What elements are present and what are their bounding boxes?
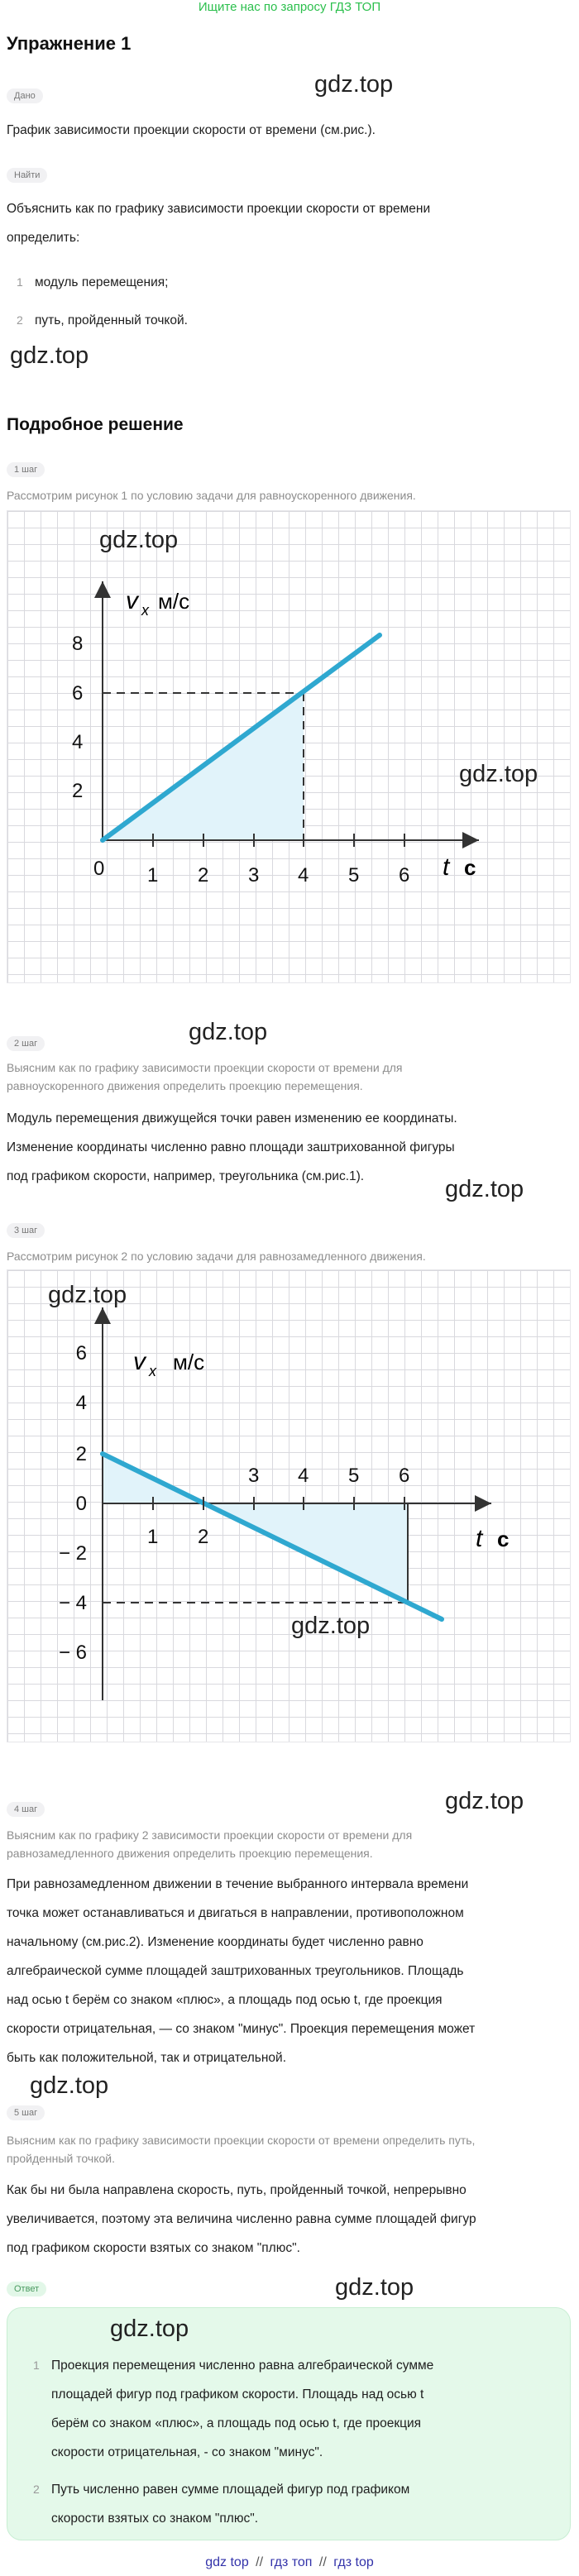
v-axis-label: v bbox=[126, 587, 138, 614]
search-banner[interactable]: Ищите нас по запросу ГДЗ ТОП bbox=[198, 0, 381, 14]
watermark: gdz.top bbox=[189, 1019, 268, 1045]
x-tick-label: 0 bbox=[93, 858, 105, 880]
watermark: gdz.top bbox=[445, 1788, 524, 1814]
x-tick-label: 5 bbox=[348, 864, 360, 887]
watermark: gdz.top bbox=[10, 342, 89, 369]
figure-2 bbox=[7, 1269, 571, 1742]
y-tick-label: 8 bbox=[72, 633, 84, 655]
answer-item-1-line-4: скорости отрицательная, - со знаком "минус". bbox=[51, 2445, 323, 2459]
y-tick-label: − 6 bbox=[58, 1642, 87, 1664]
step-5-line-1: Как бы ни была направлена скорость, путь, пройденный точкой, непрерывно bbox=[7, 2183, 467, 2197]
given-badge: Дано bbox=[7, 88, 43, 103]
step-3-text: Рассмотрим рисунок 2 по условию задачи для равнозамедленного движения. bbox=[7, 1250, 426, 1263]
watermark: gdz.top bbox=[314, 71, 394, 98]
step-4-badge: 4 шаг bbox=[7, 1801, 45, 1817]
answer-item-1-line-2: площадей фигур под графиком скорости. Площадь над осью t bbox=[51, 2387, 424, 2402]
step-5-gray-1: Выясним как по графику зависимости проекции скорости от времени определить путь, bbox=[7, 2134, 476, 2147]
step-2-line-2: Изменение координаты численно равно площади заштрихованной фигуры bbox=[7, 1140, 455, 1154]
v-axis-subscript: x bbox=[149, 1363, 156, 1379]
step-1-badge: 1 шаг bbox=[7, 461, 45, 477]
step-4-line-7: быть как положительной, так и отрицательной. bbox=[7, 2051, 287, 2065]
v-axis-unit: м/с bbox=[158, 589, 190, 614]
step-4-line-4: алгебраической сумме площадей заштрихованных треугольников. Площадь bbox=[7, 1964, 464, 1978]
step-2-gray-1: Выясним как по графику зависимости проекции скорости от времени для bbox=[7, 1061, 403, 1074]
footer-link[interactable]: gdz top bbox=[205, 2555, 249, 2569]
x-tick-label: 4 bbox=[298, 864, 309, 887]
velocity-graph-2 bbox=[7, 1270, 570, 1742]
y-tick-label: 0 bbox=[75, 1493, 87, 1515]
t-axis-label: t bbox=[443, 853, 450, 881]
step-4-line-1: При равнозамедленном движении в течение выбранного интервала времени bbox=[7, 1877, 469, 1891]
y-tick-label: − 2 bbox=[58, 1542, 87, 1565]
step-4-gray-1: Выясним как по графику 2 зависимости проекции скорости от времени для bbox=[7, 1828, 413, 1842]
t-axis-label: t bbox=[476, 1525, 483, 1552]
x-tick-label: 6 bbox=[399, 1465, 410, 1487]
step-5-line-3: под графиком скорости взятых со знаком "плюс". bbox=[7, 2241, 300, 2255]
y-tick-label: 2 bbox=[75, 1443, 87, 1465]
footer-link[interactable]: гдз top bbox=[333, 2555, 374, 2569]
step-2-badge: 2 шаг bbox=[7, 1035, 45, 1051]
t-axis-unit: с bbox=[464, 855, 476, 880]
step-5-gray-2: пройденный точкой. bbox=[7, 2152, 115, 2165]
y-tick-label: − 4 bbox=[58, 1592, 87, 1614]
step-4-line-5: над осью t берём со знаком «плюс», а площадь под осью t, где проекция bbox=[7, 1993, 443, 2007]
watermark: gdz.top bbox=[459, 761, 538, 787]
v-axis-subscript: x bbox=[141, 602, 149, 619]
watermark: gdz.top bbox=[30, 2072, 109, 2099]
watermark: gdz.top bbox=[110, 2316, 189, 2342]
v-axis-label: v bbox=[133, 1348, 146, 1375]
x-tick-label: 6 bbox=[399, 864, 410, 887]
x-tick-label: 1 bbox=[147, 864, 159, 887]
figure-1 bbox=[7, 510, 571, 983]
y-tick-label: 6 bbox=[72, 682, 84, 705]
step-4-line-3: начальному (см.рис.2). Изменение координаты будет численно равно bbox=[7, 1935, 423, 1949]
step-4-gray-2: равнозамедленного движения определить проекцию перемещения. bbox=[7, 1847, 373, 1860]
find-line-2: определить: bbox=[7, 231, 80, 245]
step-5-line-2: увеличивается, поэтому эта величина численно равна сумме площадей фигур bbox=[7, 2212, 476, 2226]
y-tick-labels bbox=[59, 1342, 87, 1664]
find-badge: Найти bbox=[7, 167, 47, 183]
x-tick-label: 3 bbox=[248, 1465, 260, 1487]
step-4-line-6: скорости отрицательная, — со знаком "минус". Проекция перемещения может bbox=[7, 2022, 476, 2036]
answer-item-2-line-2: скорости взятых со знаком "плюс". bbox=[51, 2511, 259, 2526]
watermark: gdz.top bbox=[48, 1282, 127, 1308]
find-line-1: Объяснить как по графику зависимости проекции скорости от времени bbox=[7, 202, 431, 216]
given-text: График зависимости проекции скорости от времени (см.рис.). bbox=[7, 123, 376, 137]
answer-item-1-line-1: 1 Проекция перемещения численно равна алгебраической сумме bbox=[33, 2359, 434, 2373]
x-tick-labels bbox=[93, 858, 409, 887]
v-axis-unit: м/с bbox=[173, 1350, 205, 1374]
watermark: gdz.top bbox=[335, 2274, 414, 2301]
x-tick-label: 4 bbox=[298, 1465, 309, 1487]
page-title: Упражнение 1 bbox=[7, 33, 132, 54]
find-item-2: 2 путь, пройденный точкой. bbox=[17, 313, 188, 327]
y-tick-label: 6 bbox=[75, 1342, 87, 1364]
x-tick-label: 2 bbox=[198, 864, 209, 887]
step-5-badge: 5 шаг bbox=[7, 2105, 45, 2120]
step-2-line-3: под графиком скорости, например, треугольника (см.рис.1). bbox=[7, 1169, 365, 1183]
step-2-line-1: Модуль перемещения движущейся точки равен изменению ее координаты. bbox=[7, 1111, 457, 1126]
answer-badge: Ответ bbox=[7, 2281, 46, 2296]
footer-links bbox=[0, 2555, 579, 2570]
find-item-1: 1 модуль перемещения; bbox=[17, 275, 169, 289]
y-tick-label: 4 bbox=[75, 1392, 87, 1414]
watermark: gdz.top bbox=[99, 527, 179, 553]
footer-link[interactable]: гдз топ bbox=[270, 2555, 313, 2569]
t-axis-unit: с bbox=[497, 1527, 510, 1551]
x-tick-label: 3 bbox=[248, 864, 260, 887]
answer-item-1-line-3: берём со знаком «плюс», а площадь под осью t, где проекция bbox=[51, 2416, 422, 2430]
footer-separator: // bbox=[256, 2555, 264, 2569]
x-tick-label: 1 bbox=[147, 1526, 159, 1548]
x-tick-label: 2 bbox=[198, 1526, 209, 1548]
watermark: gdz.top bbox=[291, 1613, 371, 1639]
watermark: gdz.top bbox=[445, 1176, 524, 1202]
y-tick-label: 2 bbox=[72, 780, 84, 802]
step-4-line-2: точка может останавливаться и двигаться в направлении, противоположном bbox=[7, 1906, 464, 1920]
footer-separator: // bbox=[318, 2555, 327, 2569]
answer-item-2-line-1: 2 Путь численно равен сумме площадей фигур под графиком bbox=[33, 2483, 410, 2497]
step-1-text: Рассмотрим рисунок 1 по условию задачи для равноускоренного движения. bbox=[7, 489, 416, 502]
x-tick-label: 5 bbox=[348, 1465, 360, 1487]
step-3-badge: 3 шаг bbox=[7, 1222, 45, 1238]
y-tick-label: 4 bbox=[72, 731, 84, 753]
step-2-gray-2: равноускоренного движения определить проекцию перемещения. bbox=[7, 1079, 363, 1092]
y-tick-labels bbox=[72, 633, 83, 802]
solution-title: Подробное решение bbox=[7, 415, 184, 434]
velocity-graph-1 bbox=[7, 511, 570, 982]
